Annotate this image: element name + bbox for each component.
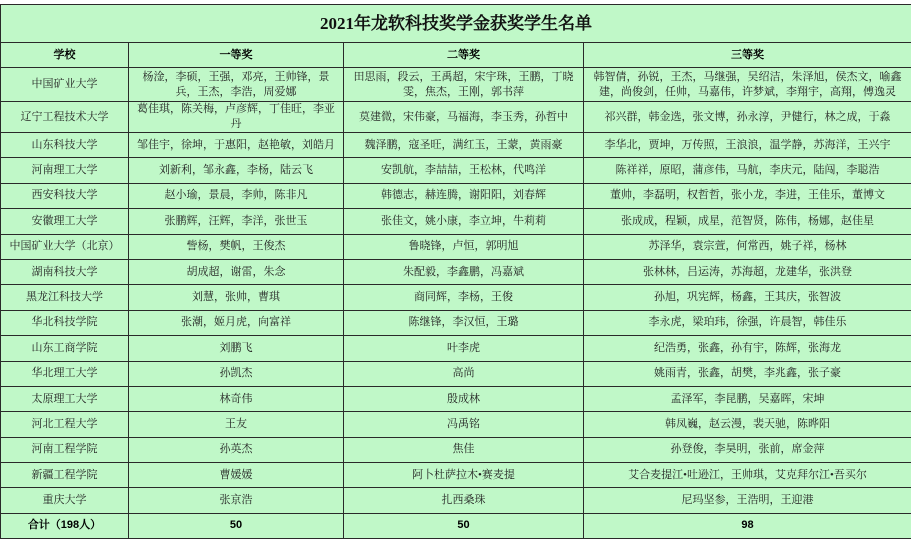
table-row [1,183,911,208]
third-prize-cell: 纪浩勇，张鑫，孙有宇，陈辉，张海龙 [584,336,911,361]
total-label: 合计（198人） [1,513,129,538]
school-cell: 湖南科技大学 [1,259,129,284]
school-cell: 中国矿业大学（北京） [1,234,129,259]
total-row [1,513,911,538]
header-school: 学校 [1,43,129,68]
title-row [1,5,911,43]
first-prize-cell: 刘鹏飞 [129,336,344,361]
second-prize-cell: 韩德志，赫连腾，谢阳阳，刘春辉 [344,183,584,208]
second-prize-cell: 朱配毅，李鑫鹏，冯嘉斌 [344,259,584,284]
school-cell: 西安科技大学 [1,183,129,208]
first-prize-cell: 邹佳宇，徐坤，于惠阳，赵艳敏，刘皓月 [129,133,344,158]
school-cell: 中国矿业大学 [1,68,129,102]
table-row [1,209,911,234]
school-cell: 重庆大学 [1,488,129,513]
third-prize-cell: 祁兴群，韩金选，张文博，孙永淳，尹健行，林之成，于淼 [584,102,911,133]
table-row [1,386,911,411]
first-prize-cell: 林奇伟 [129,386,344,411]
table-row [1,133,911,158]
third-prize-cell: 孟泽军，李昆鹏，吴嘉晖，宋坤 [584,386,911,411]
table-row [1,412,911,437]
school-cell: 河南工程学院 [1,437,129,462]
page-title: 2021年龙软科技奖学金获奖学生名单 [1,5,911,43]
second-prize-cell: 鲁晓锋，卢恒，郭明旭 [344,234,584,259]
table-row [1,68,911,102]
second-prize-cell: 殷成林 [344,386,584,411]
school-cell: 安徽理工大学 [1,209,129,234]
first-prize-cell: 杨淦，李硕，王强，邓亮，王帅锋，景兵，王杰，李浩，周爱娜 [129,68,344,102]
school-cell: 华北科技学院 [1,310,129,335]
first-prize-cell: 张京浩 [129,488,344,513]
first-prize-cell: 刘慧，张帅，曹琪 [129,285,344,310]
second-prize-cell: 焦佳 [344,437,584,462]
table-row [1,488,911,513]
third-prize-cell: 韩凤巍，赵云漫，裴天驰，陈晔阳 [584,412,911,437]
school-cell: 辽宁工程技术大学 [1,102,129,133]
school-cell: 河北工程大学 [1,412,129,437]
first-prize-cell: 曹媛媛 [129,463,344,488]
school-cell: 黑龙江科技大学 [1,285,129,310]
table-row [1,259,911,284]
table-row [1,310,911,335]
second-prize-cell: 魏泽鹏，寇圣旺，满红玉，王蒙，黄雨豪 [344,133,584,158]
school-cell: 新疆工程学院 [1,463,129,488]
second-prize-cell: 叶李虎 [344,336,584,361]
first-prize-cell: 胡成超，谢雷，朱念 [129,259,344,284]
header-third-prize: 三等奖 [584,43,911,68]
second-prize-cell: 商同辉，李杨，王俊 [344,285,584,310]
second-prize-cell: 陈继锋，李汉恒，王璐 [344,310,584,335]
school-cell: 河南理工大学 [1,158,129,183]
first-prize-cell: 葛佳琪，陈关梅，卢彦辉，丁佳旺，李亚丹 [129,102,344,133]
third-prize-cell: 韩智倩，孙锐，王杰，马继强，吴绍洁，朱泽旭，侯杰文，喻鑫建，尚俊剑，任帅，马嘉伟，许梦斌，李翔宇，高翔，傅逸灵 [584,68,911,102]
third-prize-cell: 李永虎，梁珀玮，徐强，许晨智，韩佳乐 [584,310,911,335]
first-prize-cell: 赵小瑜，景晨，李帅，陈非凡 [129,183,344,208]
third-prize-cell: 张成成，程颖，成星，范智贤，陈伟，杨娜，赵佳星 [584,209,911,234]
third-prize-cell: 孙登俊，李昊明，张前，席金萍 [584,437,911,462]
first-prize-cell: 王友 [129,412,344,437]
third-prize-cell: 姚雨青，张鑫，胡樊，李兆鑫，张子豪 [584,361,911,386]
first-prize-cell: 訾杨，樊帆，王俊杰 [129,234,344,259]
second-prize-cell: 冯禹铭 [344,412,584,437]
table-row [1,285,911,310]
second-prize-cell: 田思雨，段云，王禹超，宋宇珠，王鹏，丁晓雯，焦杰，王刚，郭书萍 [344,68,584,102]
school-cell: 太原理工大学 [1,386,129,411]
school-cell: 华北理工大学 [1,361,129,386]
first-prize-cell: 孙凯杰 [129,361,344,386]
header-second-prize: 二等奖 [344,43,584,68]
table-row [1,158,911,183]
second-prize-cell: 安凯航，李喆喆，王松林，代鸣洋 [344,158,584,183]
third-prize-cell: 艾合麦提江•吐逊江，王帅琪，艾克拜尔江•吾买尔 [584,463,911,488]
second-prize-cell: 张佳文，姚小康，李立坤，牛莉莉 [344,209,584,234]
first-prize-cell: 张潮，姬月虎，向富祥 [129,310,344,335]
header-first-prize: 一等奖 [129,43,344,68]
third-prize-cell: 李华北，贾坤，万传照，王浪浪，温学静，苏海洋，王兴宇 [584,133,911,158]
table-row [1,463,911,488]
school-cell: 山东科技大学 [1,133,129,158]
third-prize-cell: 董帅，李磊明，权哲哲，张小龙，李进，王佳乐，董博文 [584,183,911,208]
school-cell: 山东工商学院 [1,336,129,361]
second-prize-cell: 莫建微，宋伟豪，马福海，李玉秀，孙哲中 [344,102,584,133]
third-prize-cell: 张林林，吕运涛，苏海超，龙建华，张洪登 [584,259,911,284]
total-first: 50 [129,513,344,538]
table-row [1,361,911,386]
second-prize-cell: 扎西桑珠 [344,488,584,513]
third-prize-cell: 陈祥祥，原昭，蒲彦伟，马航，李庆元，陆闯，李聪浩 [584,158,911,183]
total-third: 98 [584,513,911,538]
header-row [1,43,911,68]
table-row [1,437,911,462]
third-prize-cell: 尼玛坚参，王浩明，王迎港 [584,488,911,513]
table-row [1,102,911,133]
second-prize-cell: 高尚 [344,361,584,386]
total-second: 50 [344,513,584,538]
third-prize-cell: 苏泽华，袁宗萱，何常西，姚子祥，杨林 [584,234,911,259]
table-row [1,336,911,361]
first-prize-cell: 刘新利，邹永鑫，李杨，陆云飞 [129,158,344,183]
third-prize-cell: 孙旭，巩宪辉，杨鑫，王其庆，张智波 [584,285,911,310]
table-body [1,68,911,514]
first-prize-cell: 孙英杰 [129,437,344,462]
second-prize-cell: 阿卜杜萨拉木•赛麦提 [344,463,584,488]
award-list-table [0,4,911,539]
first-prize-cell: 张鹏辉，汪辉，李洋，张世玉 [129,209,344,234]
table-row [1,234,911,259]
